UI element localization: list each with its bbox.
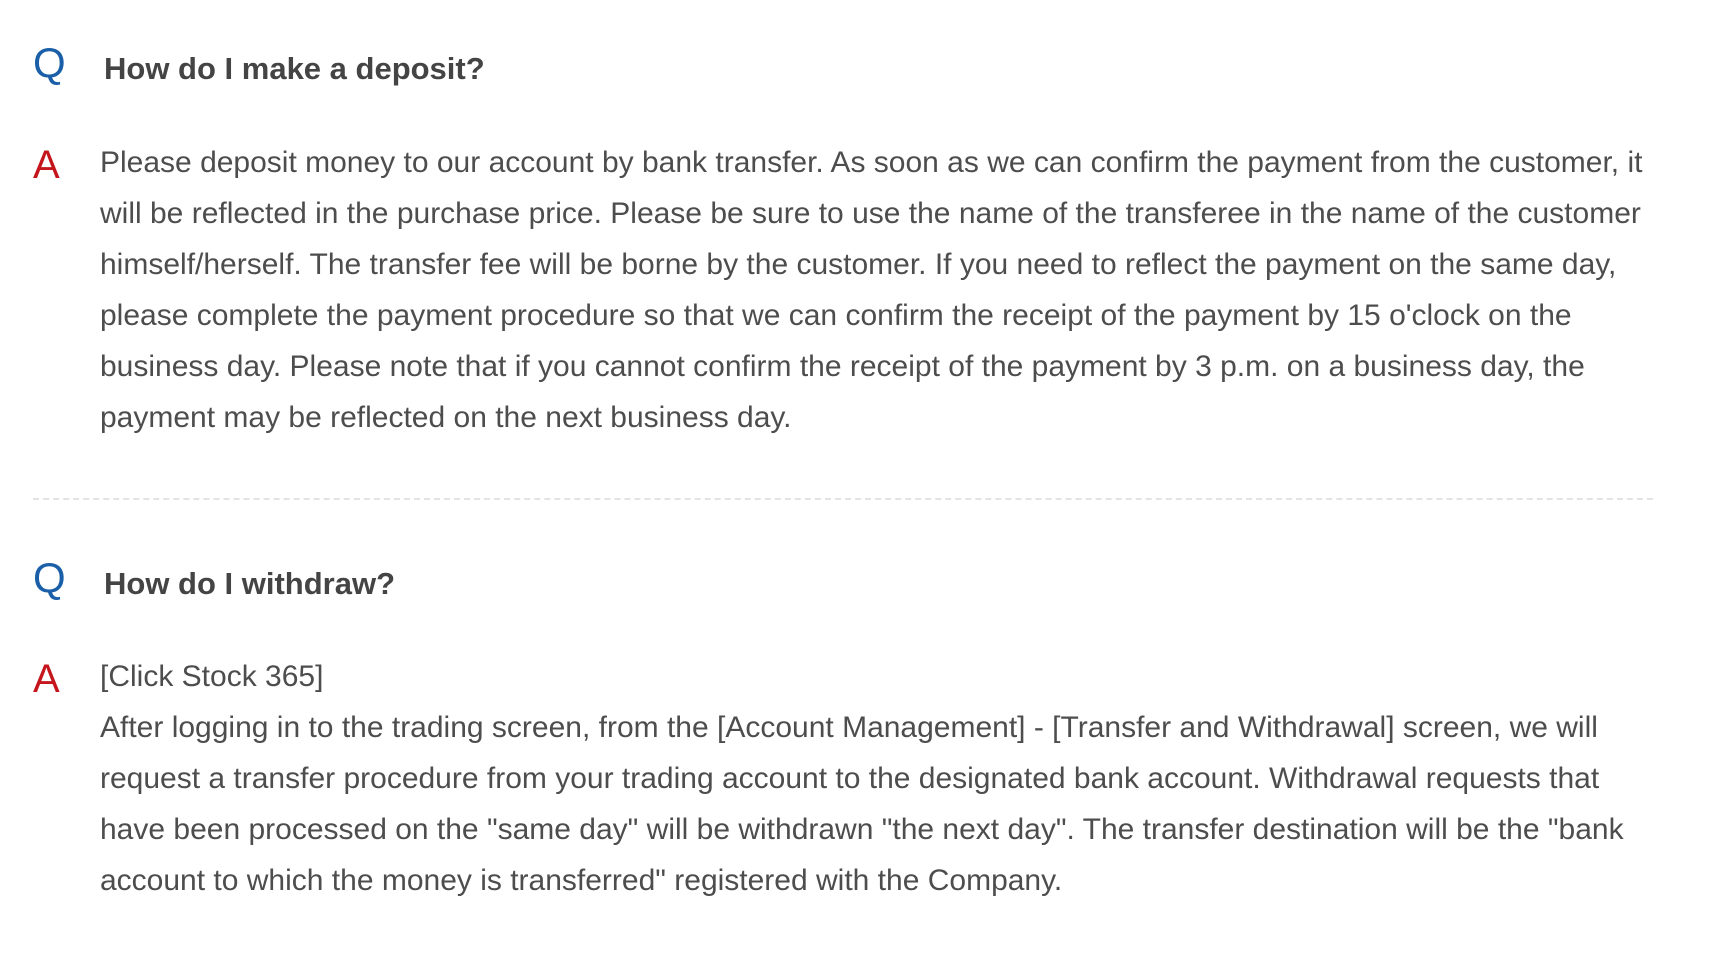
answer-text xyxy=(100,137,1653,443)
answer-marker: A xyxy=(33,657,60,701)
question-text: How do I withdraw? xyxy=(104,566,396,601)
question-marker: Q xyxy=(33,39,66,86)
answer-paragraph: After logging in to the trading screen, from the [Account Management] - [Transfer and Withdrawal] screen, we will request a transfer procedure from your trading account to the designated bank account. Withdrawal requests that have been processed on the "same day" will be withdrawn "the next day". The transfer destination will be the "bank account to which the money is transferred" registered with the Company. xyxy=(100,711,1624,897)
faq-question-1 xyxy=(33,39,1653,89)
faq-answer-1 xyxy=(33,145,1653,443)
question-text: How do I make a deposit? xyxy=(104,51,485,86)
answer-subheading: [Click Stock 365] xyxy=(100,660,324,693)
faq-divider xyxy=(33,498,1653,500)
faq-answer-2 xyxy=(33,659,1653,906)
question-marker: Q xyxy=(33,554,66,601)
faq-question-2 xyxy=(33,554,1653,604)
answer-text xyxy=(100,651,1653,906)
answer-marker: A xyxy=(33,143,60,187)
answer-paragraph: Please deposit money to our account by bank transfer. As soon as we can confirm the payment from the customer, it will be reflected in the purchase price. Please be sure to use the name of the transferee in the name of the customer himself/herself. The transfer fee will be borne by the customer. If you need to reflect the payment on the same day, please complete the payment procedure so that we can confirm the receipt of the payment by 15 o'clock on the business day. Please note that if you cannot confirm the receipt of the payment by 3 p.m. on a business day, the payment may be reflected on the next business day. xyxy=(100,146,1643,434)
